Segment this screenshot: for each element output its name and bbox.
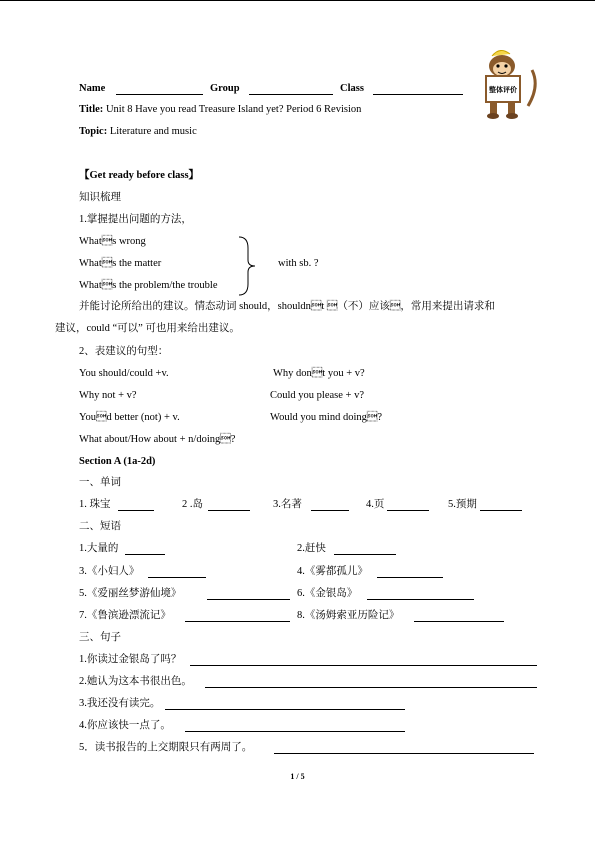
class-label: Class xyxy=(340,83,364,94)
name-label: Name xyxy=(79,83,106,94)
suggest-2-left: Why not + v? xyxy=(79,390,137,401)
topic-value: Literature and music xyxy=(109,126,197,137)
prep-heading: 【Get ready before class】 xyxy=(79,170,200,181)
title-value: Unit 8 Have you read Treasure Island yet? Period 6 Revision xyxy=(105,104,362,115)
phrase-item: 6.《金银岛》 xyxy=(297,588,358,599)
phrase-blank[interactable] xyxy=(334,554,396,555)
phrase-item: 7.《鲁滨逊漂流记》 xyxy=(79,610,171,621)
phrase-item: 2.赶快 xyxy=(297,543,326,554)
explain-line-1: 并能讨论所给出的建议。情态动词 should，shouldnt （不）应该，常用来提出请求和 xyxy=(79,301,495,312)
vocab-blank[interactable] xyxy=(480,510,522,511)
phrase-blank[interactable] xyxy=(414,621,504,622)
sentence-blank[interactable] xyxy=(165,709,405,710)
sentence-item: 3.我还没有读完。 xyxy=(79,698,161,709)
vocab-blank[interactable] xyxy=(387,510,429,511)
topic-label: Topic: xyxy=(79,126,108,137)
badge-text: 整体评价 xyxy=(489,86,517,94)
sentence-item: 4.你应该快一点了。 xyxy=(79,720,171,731)
phrase-item: 8.《汤姆索亚历险记》 xyxy=(297,610,400,621)
question-3: Whats the problem/the trouble xyxy=(79,280,218,291)
suggest-1-right: Why dont you + v? xyxy=(273,368,365,379)
vocab-item: 5.预期 xyxy=(448,499,477,510)
vocab-item: 1. 珠宝 xyxy=(79,499,111,510)
explain-line-2: 建议，could “可以” 可也用来给出建议。 xyxy=(55,323,240,334)
right-brace-icon xyxy=(236,236,256,296)
phrase-item: 3.《小妇人》 xyxy=(79,566,140,577)
group-blank[interactable] xyxy=(249,94,333,95)
phrase-item: 1.大量的 xyxy=(79,543,119,554)
page-number: 1 / 5 xyxy=(290,772,305,781)
phrase-blank[interactable] xyxy=(377,577,443,578)
phrase-blank[interactable] xyxy=(207,599,290,600)
sentence-blank[interactable] xyxy=(274,753,534,754)
class-blank[interactable] xyxy=(373,94,463,95)
topic-line xyxy=(79,125,197,138)
vocab-item: 2 .岛 xyxy=(182,499,203,510)
name-blank[interactable] xyxy=(116,94,203,95)
sentence-item: 2.她认为这本书很出色。 xyxy=(79,676,192,687)
suggest-3-right: Would you mind doing? xyxy=(270,412,383,423)
knowledge-label: 知识梳理 xyxy=(79,192,121,203)
phrase-blank[interactable] xyxy=(367,599,474,600)
title-line xyxy=(79,103,361,116)
vocab-heading: 一、单词 xyxy=(79,477,121,488)
vocab-blank[interactable] xyxy=(311,510,349,511)
section-a-heading: Section A (1a-2d) xyxy=(79,456,156,467)
point-2: 2、表建议的句型： xyxy=(79,346,169,357)
suggest-3-left: Youd better (not) + v. xyxy=(79,412,180,423)
suggest-4: What about/How about + n/doing? xyxy=(79,434,236,445)
phrase-blank[interactable] xyxy=(185,621,290,622)
phrase-heading: 二、短语 xyxy=(79,521,121,532)
sentence-blank[interactable] xyxy=(205,687,537,688)
with-sb: with sb. ? xyxy=(278,258,319,269)
suggest-2-right: Could you please + v? xyxy=(270,390,364,401)
vocab-blank[interactable] xyxy=(208,510,250,511)
sentence-heading: 三、句子 xyxy=(79,632,121,643)
question-2: Whats the matter xyxy=(79,258,162,269)
sentence-item: 1.你读过金银岛了吗？ xyxy=(79,654,182,665)
suggest-1-left: You should/could +v. xyxy=(79,368,169,379)
vocab-blank[interactable] xyxy=(118,510,154,511)
title-label: Title: xyxy=(79,104,104,115)
group-label: Group xyxy=(210,83,240,94)
point-1: 1.掌握提出问题的方法， xyxy=(79,214,192,225)
sentence-blank[interactable] xyxy=(185,731,405,732)
sentence-blank[interactable] xyxy=(190,665,537,666)
vocab-item: 3.名著 xyxy=(273,499,302,510)
question-1: Whats wrong xyxy=(79,236,146,247)
phrase-blank[interactable] xyxy=(125,554,165,555)
phrase-item: 5.《爱丽丝梦游仙境》 xyxy=(79,588,182,599)
vocab-item: 4.页 xyxy=(366,499,385,510)
sentence-item: 5．读书报告的上交期限只有两周了。 xyxy=(79,742,253,753)
phrase-blank[interactable] xyxy=(148,577,206,578)
monkey-mascot-icon xyxy=(478,46,540,122)
phrase-item: 4.《雾都孤儿》 xyxy=(297,566,368,577)
top-rule xyxy=(0,0,595,1)
